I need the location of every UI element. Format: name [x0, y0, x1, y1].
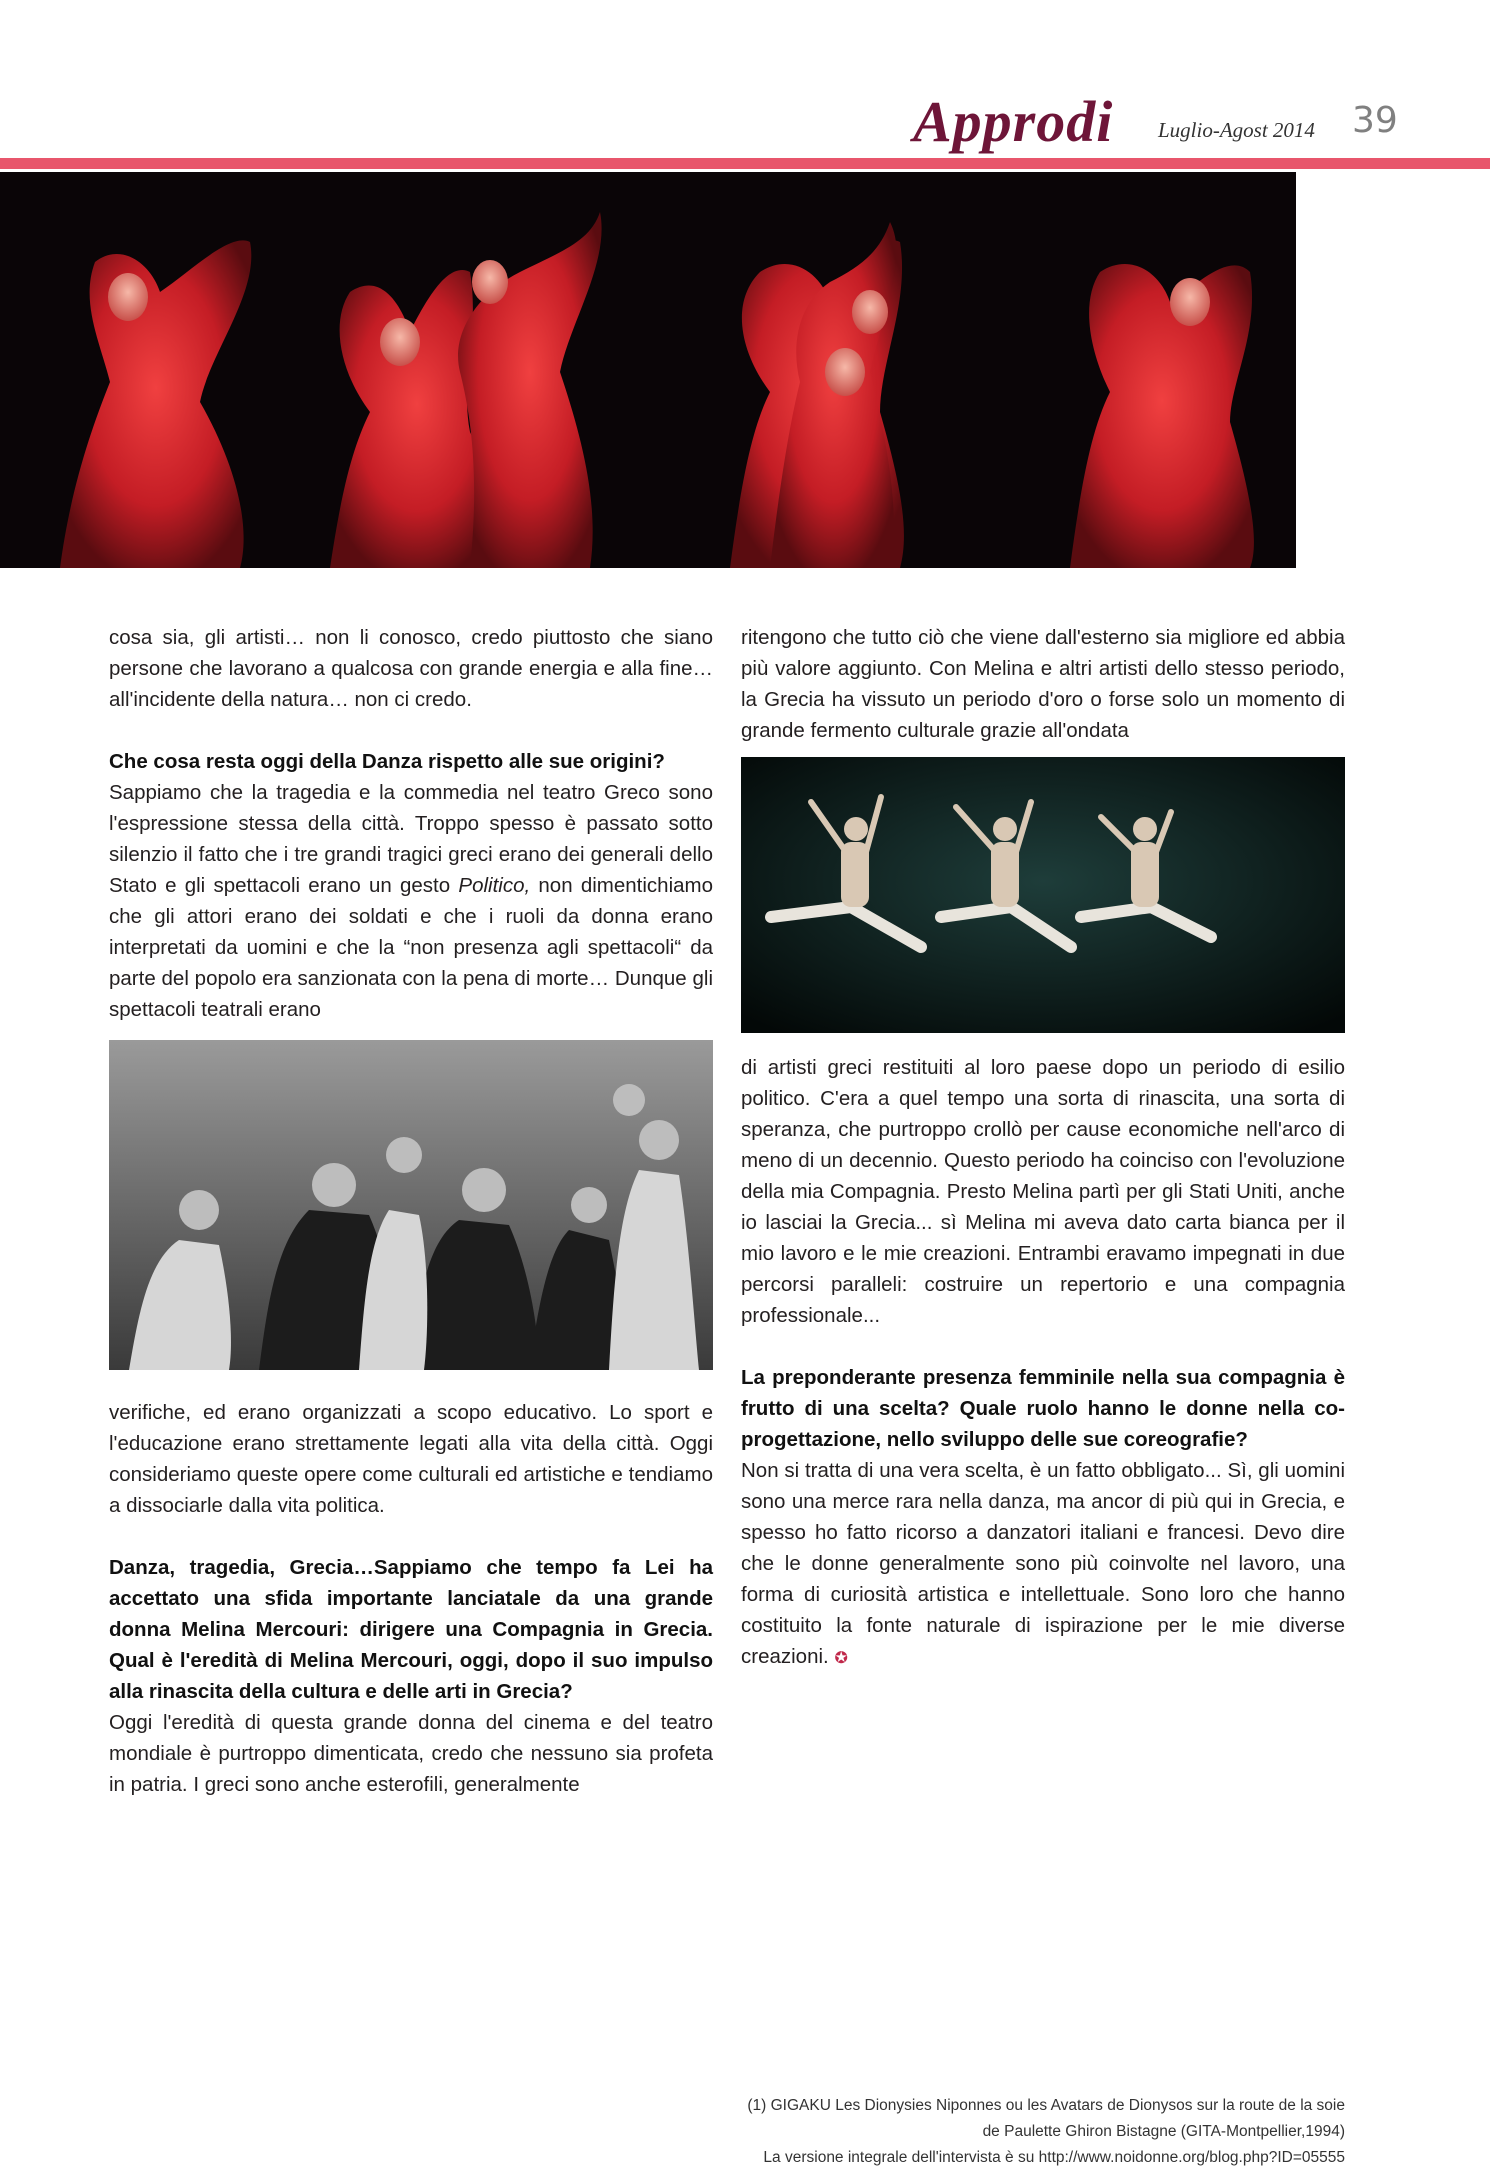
paragraph: Oggi l'eredità di questa grande donna del cinema e del teatro mondiale è purtroppo dimenticata, credo che nessuno sia profeta in patria. I greci sono anche esterofili, generalmente — [109, 1711, 713, 1796]
left-column-top — [109, 622, 713, 1025]
header-rule — [0, 158, 1490, 169]
text-span: Non si tratta di una vera scelta, è un fatto obbligato... Sì, gli uomini sono una merce rara nella danza, ma ancor di più qui in Grecia, e spesso ho fatto ricorso a danzatori italiani e francesi. Devo dire che le donne generalmente sono più coinvolte nel lavoro, una forma di curiosità artistica e intellettuale. Sono loro che hanno costituito la fonte naturale di ispirazione per le mie diverse creazioni. — [741, 1459, 1345, 1668]
photo-jumping-dancers — [741, 757, 1345, 1033]
paragraph — [741, 1455, 1345, 1674]
footnote-line: La versione integrale dell'intervista è su http://www.noidonne.org/blog.php?ID=05555 — [763, 2149, 1345, 2166]
footnote — [741, 2093, 1345, 2171]
paragraph: verifiche, ed erano organizzati a scopo educativo. Lo sport e l'educazione erano strettamente legati alla vita della città. Oggi consideriamo queste opere come culturali ed artistiche e tendiamo a dissociarle dalla vita politica. — [109, 1401, 713, 1517]
paragraph: di artisti greci restituiti al loro paese dopo un periodo di esilio politico. C'era a quel tempo una sorta di rinascita, una sorta di speranza, che purtroppo crollò per cause economiche nell'arco di meno di un decennio. Questo periodo ha coinciso con l'evoluzione della mia Compagnia. Presto Melina partì per gli Stati Uniti, anche io lasciai la Grecia... sì Melina mi aveva dato carta bianca per il mio lavoro e le mie creazioni. Entrambi eravamo impegnati in due percorsi paralleli: costruire un repertorio e una compagnia professionale... — [741, 1056, 1345, 1327]
right-column-top — [741, 622, 1345, 746]
text-span: Sappiamo che la tragedia e la commedia nel teatro Greco sono l'espressione stessa della città. Troppo spesso è passato sotto silenzio il fatto che i tre grandi tragici greci erano dei generali dello Stato e gli spettacoli erano un gesto — [109, 781, 713, 897]
paragraph — [109, 777, 713, 1025]
paragraph: cosa sia, gli artisti… non li conosco, credo piuttosto che siano persone che lavorano a qualcosa con grande energia e alla fine…all'incidente della natura… non ci credo. — [109, 626, 713, 711]
photo-red-dancers — [0, 172, 1296, 568]
footnote-line: (1) GIGAKU Les Dionysies Niponnes ou les Avatars de Dionysos sur la route de la soie de Paulette Ghiron Bistagne (GITA-Montpellier,1994) — [747, 2097, 1345, 2140]
page-number: 39 — [1352, 100, 1398, 141]
question-heading: La preponderante presenza femminile nella sua compagnia è frutto di una scelta? Quale ruolo hanno le donne nella co-progettazione, nello sviluppo delle sue coreografie? — [741, 1366, 1345, 1451]
right-column-bottom — [741, 1052, 1345, 1674]
question-heading: Che cosa resta oggi della Danza rispetto alle sue origini? — [109, 750, 665, 773]
italic-span: Politico, — [458, 874, 531, 897]
question-heading: Danza, tragedia, Grecia…Sappiamo che tempo fa Lei ha accettato una sfida importante lanciatale da una grande donna Melina Mercouri: dirigere una Compagnia in Grecia. Qual è l'eredità di Melina Mercouri, oggi, dopo il suo impulso alla rinascita della cultura e delle arti in Grecia? — [109, 1556, 713, 1703]
page-header — [0, 0, 1490, 160]
photo-reception-crowd — [109, 1040, 713, 1370]
text-span: non dimentichiamo che gli attori erano dei soldati e che i ruoli da donna erano interpretati da uomini e che la “non presenza agli spettacoli“ da parte del popolo era sanzionata con la pena di morte… Dunque gli spettacoli teatrali erano — [109, 874, 714, 1021]
end-mark-icon: ✪ — [834, 1650, 848, 1667]
paragraph: ritengono che tutto ciò che viene dall'esterno sia migliore ed abbia più valore aggiunto. Con Melina e altri artisti dello stesso periodo, la Grecia ha vissuto un periodo d'oro o forse solo un momento di grande fermento culturale grazie all'ondata — [741, 626, 1345, 742]
magazine-title: Approdi — [913, 89, 1114, 154]
issue-date: Luglio-Agost 2014 — [1158, 118, 1315, 142]
left-column-bottom — [109, 1397, 713, 1800]
